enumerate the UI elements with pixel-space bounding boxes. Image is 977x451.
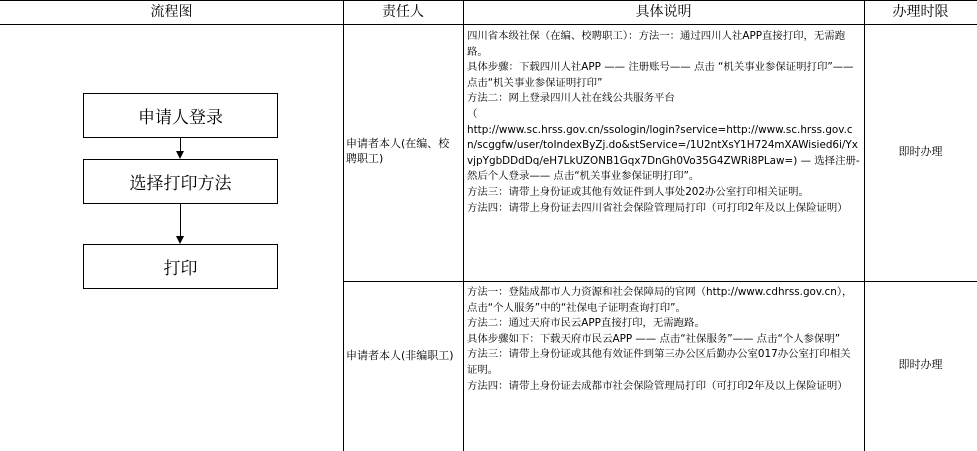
flow-arrowhead-1 (176, 151, 184, 159)
row1-description: 四川省本级社保（在编、校聘职工）：方法一：通过四川人社APP直接打印，无需跑路。 具体步骤：下载四川人社APP —— 注册账号—— 点击 “机关事业参保证明打印”——点击“机关事业参保证明打印” 方法二：网上登录四川人社在线公共服务平台 （ http://www.sc.hrss.gov.cn/ssologin/login?service=http://www.sc.hrss.gov.cn/scggfw/user/toIndexByZj.do&stService=/1U2ntXsY1H724mXAWisied6i/YxvjpYgbDDdDq/eH7LkUZONB1Gqx7DnGh0Vo35G4ZWRi8PLaw=) — 选择注册-然后个人登录—— 点击“机关事业参保证明打印”。 方法三：请带上身份证或其他有效证件到人事处202办公室打印相关证明。 方法四：请带上身份证去四川省社会保险管理局打印（可打印2年及以上保险证明） (467, 30, 860, 214)
header-responsible: 责任人 (382, 4, 424, 20)
flow-step-print: 打印 (83, 244, 278, 289)
header-description: 具体说明 (635, 4, 692, 20)
row-divider (343, 281, 977, 282)
row1-responsible: 申请者本人(在编、校聘职工) (346, 137, 450, 166)
row1-deadline: 即时办理 (898, 145, 943, 158)
row2-deadline: 即时办理 (898, 358, 943, 371)
flow-step-choose-method: 选择打印方法 (83, 159, 278, 204)
col-divider-1 (343, 0, 344, 451)
header-flowchart: 流程图 (150, 4, 193, 20)
row2-description: 方法一：登陆成都市人力资源和社会保障局的官网（http://www.cdhrss.gov.cn），点击“个人服务”中的“社保电子证明查询打印”。 方法二：通过天府市民云APP直接打印，无需跑路。 具体步骤如下：下载天府市民云APP —— 点击“社保服务”—— 点击“个人参保明” 方法三：请带上身份证或其他有效证件到第三办公区后勤办公室017办公室打印相关证明。 方法四：请带上身份证去成都市社会保险管理局打印（可打印2年及以上保险证明） (467, 286, 853, 392)
header-deadline: 办理时限 (892, 4, 949, 20)
flow-arrow-1 (180, 138, 181, 151)
row2-responsible: 申请者本人(非编职工) (346, 349, 454, 362)
header-bottom-border (0, 24, 977, 25)
col-divider-3 (864, 0, 865, 451)
flow-arrowhead-2 (176, 236, 184, 244)
flow-step-login: 申请人登录 (83, 93, 278, 138)
col-divider-2 (463, 0, 464, 451)
flow-arrow-2 (180, 204, 181, 236)
